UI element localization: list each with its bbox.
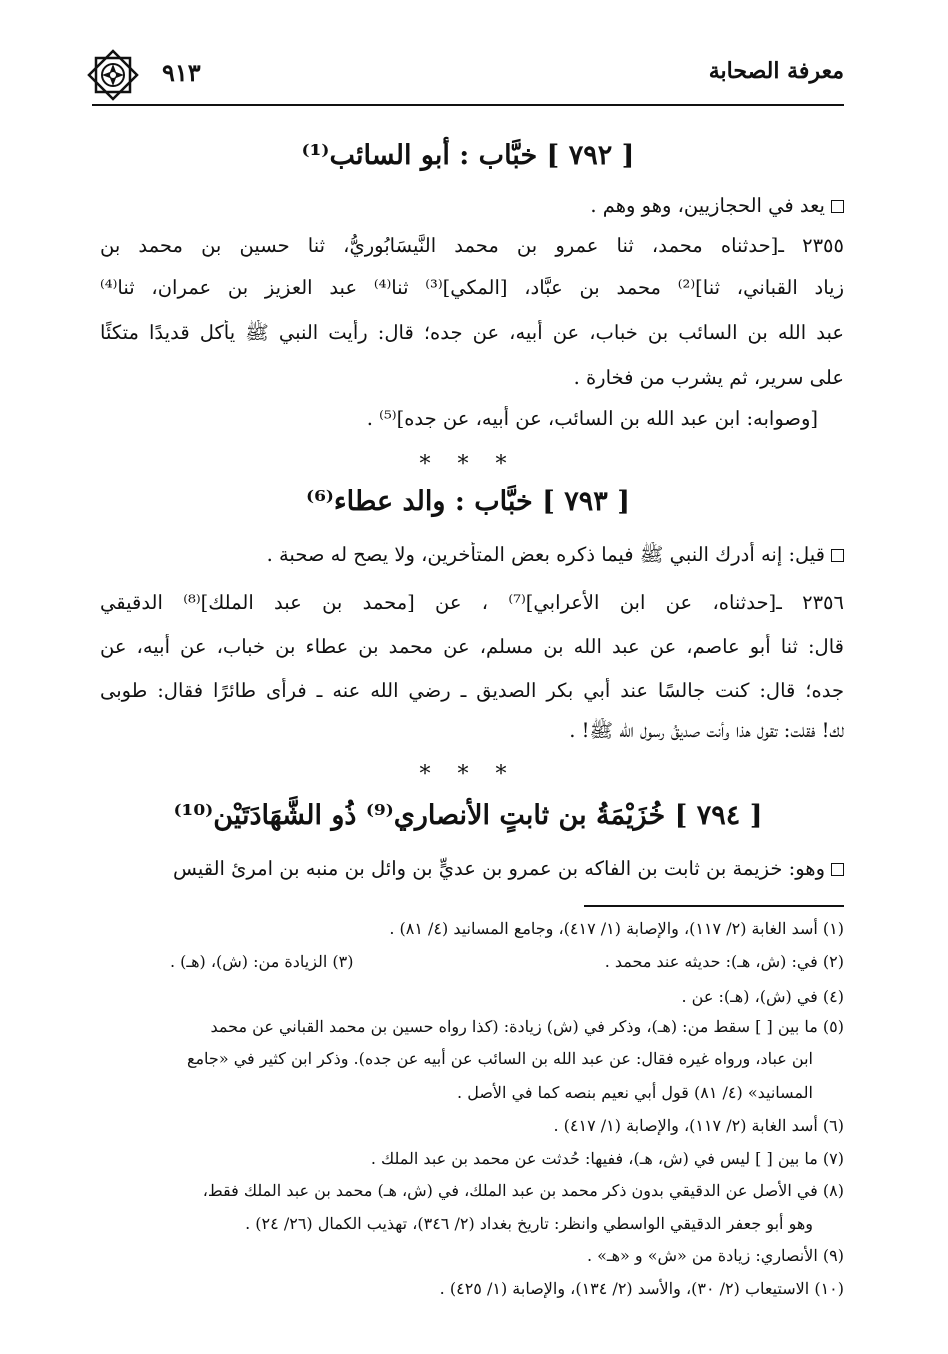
body-line: ٢٣٥٥ ـ[حدثناه محمد، ثنا عمرو بن محمد النَّيسَابُوريُّ، ثنا حسين بن محمد بن [100, 234, 844, 257]
footnote: (٨) في الأصل عن الدقيقي بدون ذكر محمد بن عبد الملك، في (ش، هـ) محمد بن عبد الملك فقط، [202, 1181, 844, 1200]
body-line: ٢٣٥٦ ـ[حدثناه، عن ابن الأعرابي]⁽⁷⁾ ، عن [محمد بن عبد الملك]⁽⁸⁾ الدقيقي [100, 591, 844, 614]
footnote: (٩) الأنصاري: زيادة من «ش» و «هـ» . [586, 1246, 844, 1265]
section-separator: * * * [419, 452, 517, 477]
body-line: جده؛ قال: كنت جالسًا عند أبي بكر الصديق ـ رضي الله عنه ـ فرأى طائرًا فقال: طوبى [100, 679, 844, 702]
page-number: ٩١٣ [162, 58, 201, 87]
footnote-pair [100, 952, 844, 974]
footnote: (٥) ما بين [ ] سقط من: (هـ)، وذكر في (ش) زيادة: (كذا رواه حسين بن محمد القباني عن محمد [210, 1017, 844, 1036]
square-bullet-icon [831, 200, 844, 213]
square-bullet-icon [831, 863, 844, 876]
square-bullet-icon [831, 549, 844, 562]
footnote: (٣) الزيادة من: (ش)، (هـ) . [170, 952, 354, 971]
entry-title: [ ٧٩٣ ] خبَّاب : والد عطاء⁽⁶⁾ [306, 486, 630, 517]
entry-title: [ ٧٩٢ ] خبَّاب : أبو السائب⁽¹⁾ [301, 140, 635, 171]
body-line: وهو: خزيمة بن ثابت بن الفاكه بن عمرو بن عديٍّ بن وائل بن منبه بن امرئ القيس [100, 856, 844, 882]
footnote: (٧) ما بين [ ] ليس في (ش، هـ)، ففيها: حُدثت عن محمد بن عبد الملك . [370, 1149, 844, 1168]
footnote-continuation: ابن عباد، ورواه غيره فقال: عن عبد الله بن السائب عن أبيه عن جده). وذكر ابن كثير في «جامع [186, 1049, 813, 1068]
section-separator: * * * [419, 762, 517, 787]
body-line: لك! فقلت: تقول هذا وأنت صديقُ رسول الله ﷺ! . [569, 719, 844, 742]
header-rule [92, 104, 844, 106]
footnote: (٢) في: (ش، هـ): حديثه عند محمد . [604, 952, 844, 971]
footnote: (١) أسد الغابة (٢/ ١١٧)، والإصابة (١/ ٤١٧)، وجامع المسانيد (٤/ ٨١) . [389, 919, 844, 938]
page-header [92, 48, 844, 100]
body-line: على سرير، ثم يشرب من فخارة . [573, 366, 844, 389]
footnote: (١٠) الاستيعاب (٢/ ٣٠)، والأسد (٢/ ١٣٤)، والإصابة (١/ ٤٢٥) . [439, 1279, 844, 1298]
octagram-ornament-icon [86, 48, 140, 102]
body-line: زياد القباني، ثنا]⁽²⁾ محمد بن عبَّاد، [المكي]⁽³⁾ ثنا⁽⁴⁾ عبد العزيز بن عمران، ثنا⁽⁴⁾ [100, 276, 844, 299]
footnote-continuation: وهو أبو جعفر الدقيقي الواسطي وانظر: تاريخ بغداد (٢/ ٣٤٦)، تهذيب الكمال (٢٦/ ٢٤) . [245, 1214, 813, 1233]
body-line: قال: ثنا أبو عاصم، عن عبد الله بن مسلم، عن محمد بن عطاء بن خباب، عن أبيه، عن [100, 635, 844, 658]
running-title: معرفة الصحابة [708, 58, 844, 84]
footnote: (٦) أسد الغابة (٢/ ١١٧)، والإصابة (١/ ٤١٧) . [553, 1116, 844, 1135]
body-line: يعد في الحجازيين، وهو وهم . [100, 193, 844, 219]
entry-title: [ ٧٩٤ ] خُزَيْمَةُ بن ثابتٍ الأنصاري⁽⁹⁾ ذُو الشَّهَادَتَيْن⁽¹⁰⁾ [173, 800, 763, 831]
footnote: (٤) في (ش)، (هـ): عن . [681, 987, 844, 1006]
body-line: [وصوابه: ابن عبد الله بن السائب، عن أبيه، عن جده]⁽⁵⁾ . [366, 407, 818, 430]
body-line: قيل: إنه أدرك النبي ﷺ فيما ذكره بعض المتأخرين، ولا يصح له صحبة . [100, 542, 844, 568]
footnote-rule [584, 905, 844, 907]
body-line: عبد الله بن السائب بن خباب، عن أبيه، عن جده؛ قال: رأيت النبي ﷺ يأكل قديدًا متكئًا [100, 321, 844, 344]
footnote-continuation: المسانيد» (٤/ ٨١) قول أبي نعيم بنصه كما في الأصل . [457, 1083, 813, 1102]
